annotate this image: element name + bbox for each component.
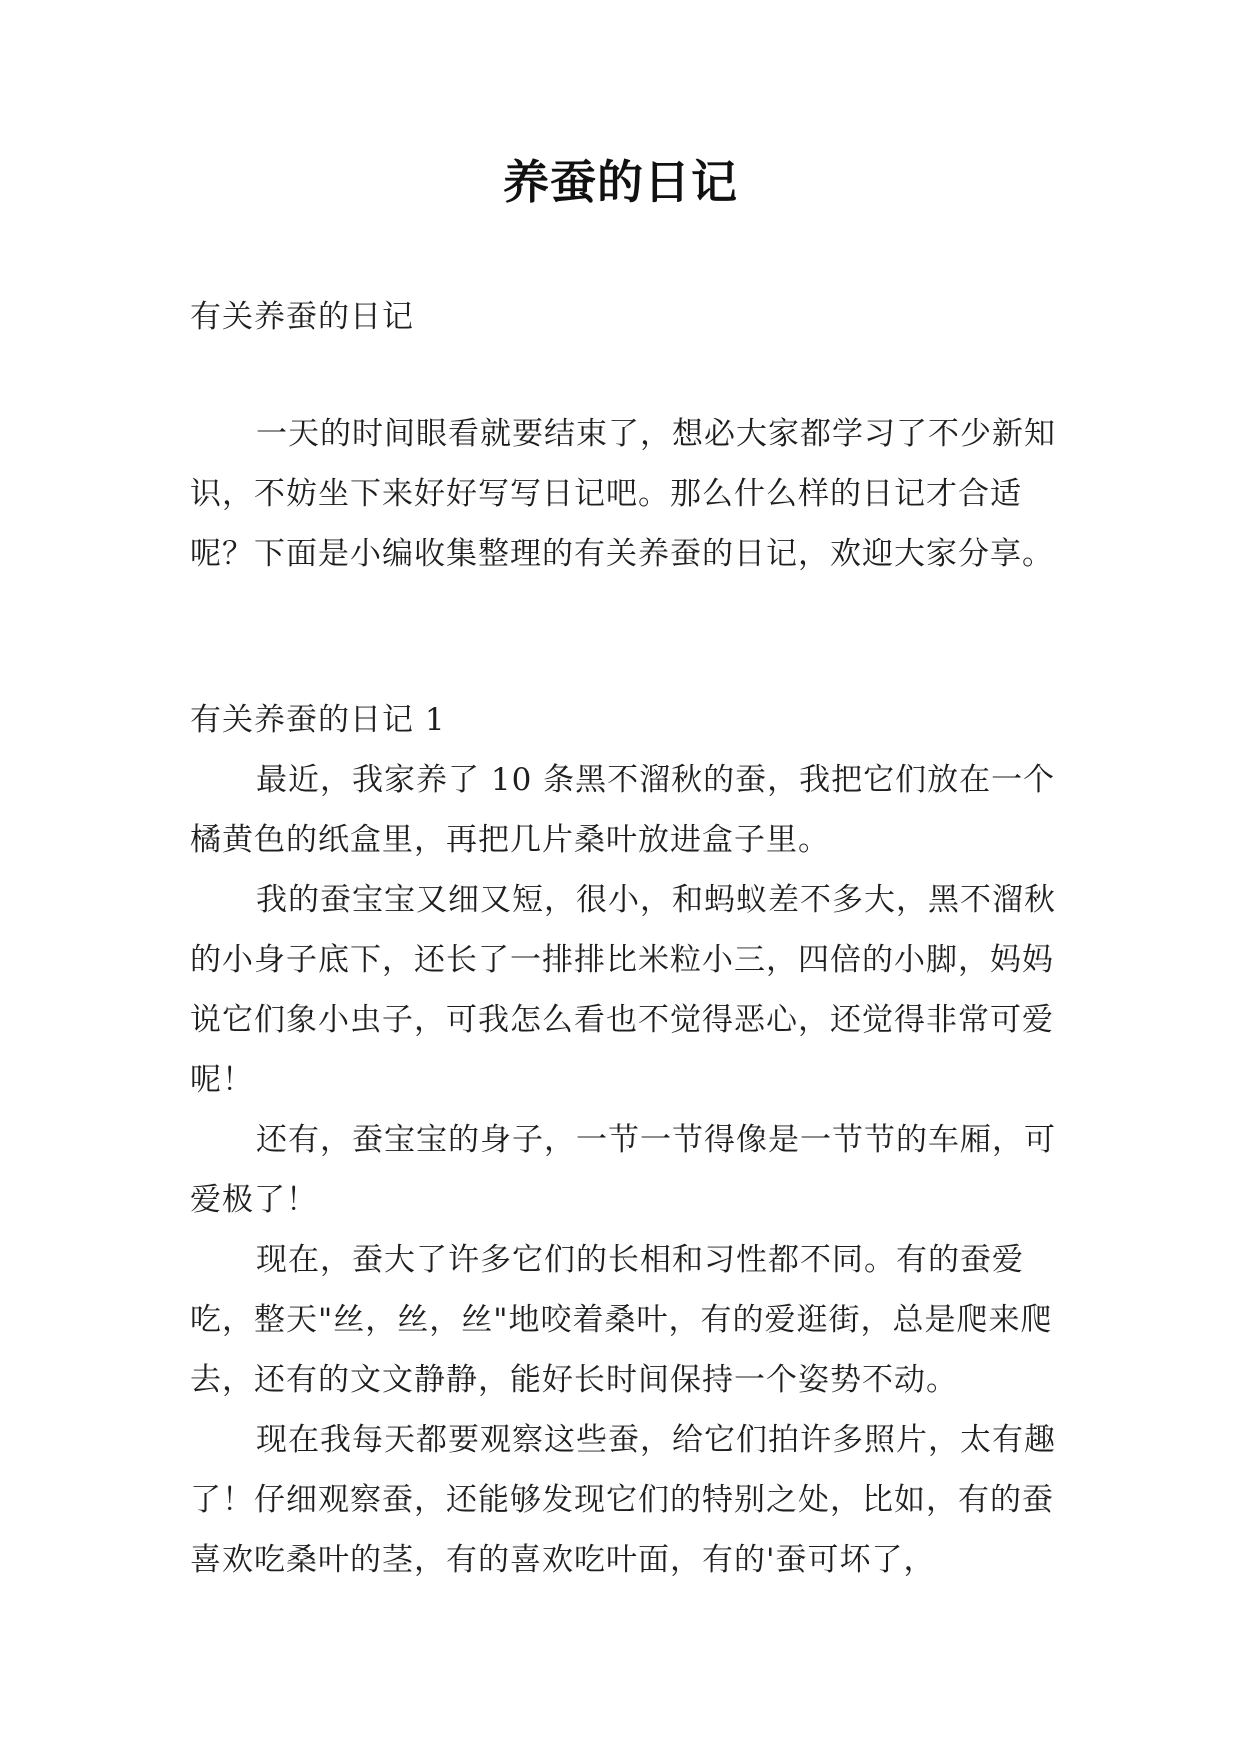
subtitle-text: 有关养蚕的日记 [190, 299, 414, 335]
diary-paragraph-2: 我的蚕宝宝又细又短，很小，和蚂蚁差不多大，黑不溜秋的小身子底下，还长了一排排比米粒小三，四倍的小脚，妈妈说它们象小虫子，可我怎么看也不觉得恶心，还觉得非常可爱呢！ [190, 882, 1056, 1098]
document-title: 养蚕的日记 [503, 155, 738, 209]
diary-paragraph-5: 现在我每天都要观察这些蚕，给它们拍许多照片，太有趣了！仔细观察蚕，还能够发现它们的特别之处，比如，有的蚕喜欢吃桑叶的茎，有的喜欢吃叶面，有的'蚕可坏了， [190, 1422, 1056, 1578]
intro-paragraph [190, 404, 1070, 584]
diary-section [190, 690, 1070, 1590]
diary-paragraph-1: 最近，我家养了 10 条黑不溜秋的蚕，我把它们放在一个橘黄色的纸盒里，再把几片桑叶放进盒子里。 [190, 762, 1056, 858]
section-heading: 有关养蚕的日记 1 [190, 702, 446, 738]
diary-paragraph-4: 现在，蚕大了许多它们的长相和习性都不同。有的蚕爱吃，整天"丝，丝，丝"地咬着桑叶，有的爱逛街，总是爬来爬去，还有的文文静静，能好长时间保持一个姿势不动。 [190, 1242, 1053, 1398]
intro-text: 一天的时间眼看就要结束了，想必大家都学习了不少新知识，不妨坐下来好好写写日记吧。那么什么样的日记才合适呢？下面是小编收集整理的有关养蚕的日记，欢迎大家分享。 [190, 416, 1056, 572]
document-subtitle [190, 287, 1070, 347]
diary-paragraph-3: 还有，蚕宝宝的身子，一节一节得像是一节节的车厢，可爱极了！ [190, 1122, 1056, 1218]
